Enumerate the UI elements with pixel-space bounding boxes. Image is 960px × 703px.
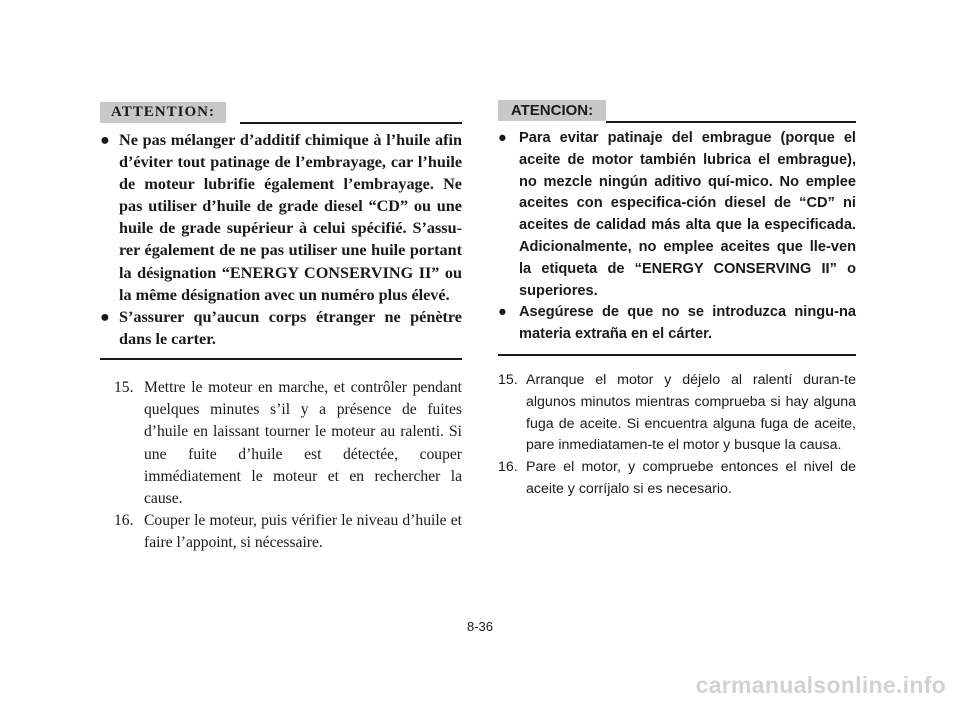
step-number: 16. <box>114 512 134 530</box>
attention-bullet-list <box>498 128 856 346</box>
list-item <box>498 302 856 346</box>
list-item <box>498 457 856 501</box>
list-item <box>498 370 856 457</box>
page-number-text: 8-36 <box>466 619 494 634</box>
bullet-icon: ● <box>100 307 110 326</box>
list-item <box>100 129 462 306</box>
step-text: Mettre le moteur en marche, et contrôler pendant quelques minutes s’il y a présence de fuites d’huile en laissant tourner le moteur au ralenti. Si une fuite d’huile est détectée, couper immédiatement le moteur et en rechercher la cause. <box>144 378 462 507</box>
attention-text: Para evitar patinaje del embrague (porque el aceite de motor también lubrica el embrague), no mezcle ningún aditivo quí-mico. No emplee aceites con especifica-ción diesel de “CD” ni aceites de calidad más alta que la especificada. Adicionalmente, no emplee aceites que lle-ven la etiqueta de “ENERGY CONSERVING II” o superiores. <box>519 130 856 299</box>
list-item <box>100 306 462 350</box>
watermark: carmanualsonline.info <box>695 672 946 698</box>
list-item <box>498 128 856 302</box>
spanish-column <box>498 100 856 501</box>
list-item <box>100 377 462 510</box>
step-number: 15. <box>114 378 134 396</box>
attention-end-rule <box>100 358 462 360</box>
attention-header-rule <box>606 121 856 123</box>
attention-text: Asegúrese de que no se introduzca ningu-na materia extraña en el cárter. <box>519 304 856 343</box>
step-number: 16. <box>498 459 518 476</box>
list-item <box>100 510 462 554</box>
attention-header-rule <box>240 122 462 124</box>
attention-text: Ne pas mélanger d’additif chimique à l’huile afin d’éviter tout patinage de l’embrayage, car l’huile de moteur lubrifie également l’embrayage. Ne pas utiliser d’huile de grade diesel “CD” ou une huile de grade supérieur à celui spécifié. S’assu-rer également de ne pas utiliser une huile portant la désignation “ENERGY CONSERVING II” ou la même désignation avec un numéro plus élevé. <box>119 131 462 304</box>
step-text: Couper le moteur, puis vérifier le niveau d’huile et faire l’appoint, si nécessaire. <box>144 512 462 552</box>
attention-bullet-list <box>100 129 462 350</box>
bullet-icon: ● <box>100 131 110 149</box>
step-text: Pare el motor, y compruebe entonces el nivel de aceite y corríjalo si es necesario. <box>526 459 856 497</box>
bullet-icon: ● <box>498 130 507 146</box>
attention-text: S’assurer qu’aucun corps étranger ne pénètre dans le carter. <box>119 307 462 348</box>
bullet-icon: ● <box>498 304 507 321</box>
attention-header <box>100 100 462 122</box>
attention-label: ATENCION: <box>498 100 606 121</box>
step-text: Arranque el motor y déjelo al ralentí duran-te algunos minutos mientras comprueba si hay alguna fuga de aceite. Si encuentra alguna fuga de aceite, pare inmediatamen-te el motor y busque la causa. <box>526 371 856 454</box>
french-column <box>100 100 462 555</box>
attention-end-rule <box>498 354 856 356</box>
procedure-steps <box>100 377 462 555</box>
page-number <box>0 619 960 634</box>
step-number: 15. <box>498 371 518 388</box>
procedure-steps <box>498 370 856 501</box>
attention-header <box>498 100 856 122</box>
attention-label: ATTENTION: <box>100 102 226 123</box>
